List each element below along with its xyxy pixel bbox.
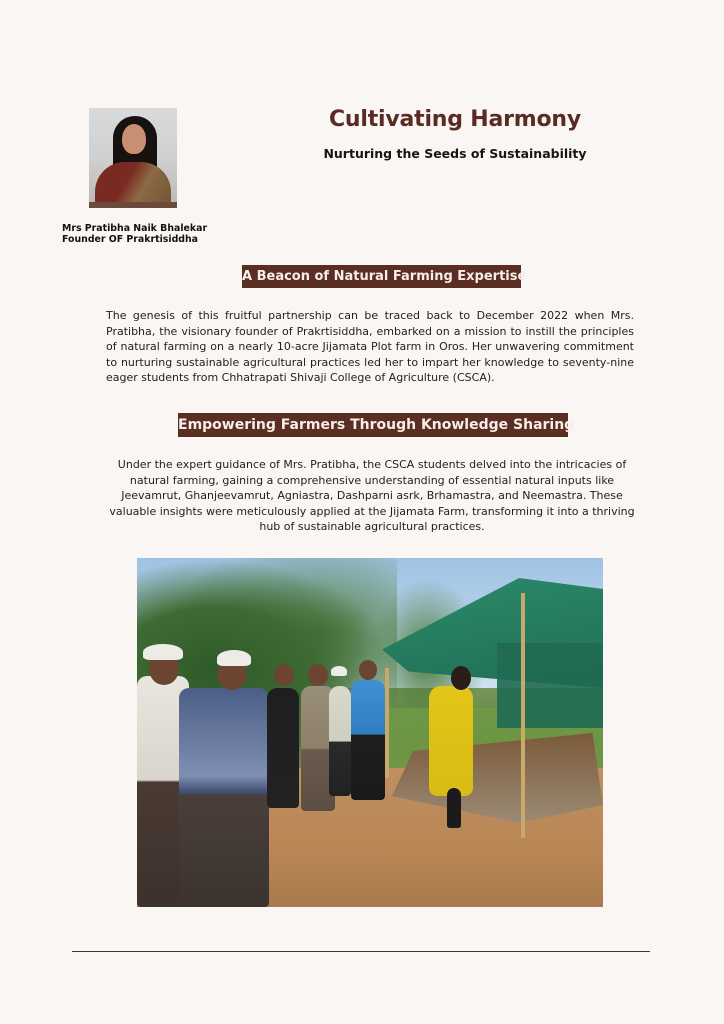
farm-training-photo <box>137 558 603 907</box>
photo-bamboo-pole <box>385 668 389 778</box>
page-title: Cultivating Harmony <box>328 107 582 132</box>
photo-cap <box>331 666 347 676</box>
photo-person <box>351 680 385 800</box>
page-subtitle: Nurturing the Seeds of Sustainability <box>323 146 587 161</box>
portrait-frame <box>89 202 177 208</box>
footer-divider <box>72 951 650 952</box>
section-heading-expertise: A Beacon of Natural Farming Expertise <box>242 265 521 288</box>
photo-tent-side <box>497 643 603 728</box>
founder-portrait <box>89 108 177 208</box>
photo-person <box>267 688 299 808</box>
photo-person <box>329 686 351 796</box>
photo-cap <box>143 644 183 660</box>
founder-name: Mrs Pratibha Naik Bhalekar <box>62 223 208 234</box>
photo-person-head <box>451 666 471 690</box>
section-body-knowledge-sharing: Under the expert guidance of Mrs. Pratibha, the CSCA students delved into the intricacies of natural farming, gaining a comprehensive understanding of essential natural inputs like Jeevamrut, Ghanjeevamrut, Agniastra, Dashparni asrk, Brhamastra, and Neemastra. These valuable insights were meticulously applied at the Jijamata Farm, transforming it into a thriving hub of sustainable agricultural practices. <box>109 458 635 533</box>
photo-person-head <box>274 664 294 686</box>
photo-bamboo-pole <box>521 593 525 838</box>
photo-person <box>179 688 269 907</box>
section-body-expertise: The genesis of this fruitful partnership can be traced back to December 2022 when Mrs. Pratibha, the visionary founder of Prakrtisiddha, embarked on a mission to instill the principles of natural farming on a nearly 10-acre Jijamata Plot farm in Oros. Her unwavering commitment to nurturing sustainable agricultural practices led her to impart her knowledge to seventy-nine eager students from Chhatrapati Shivaji College of Agriculture (CSCA). <box>106 309 634 384</box>
photo-person-woman <box>429 686 473 796</box>
founder-role: Founder OF Prakrtisiddha <box>62 234 198 245</box>
photo-cap <box>217 650 251 666</box>
photo-person-head <box>308 664 328 686</box>
photo-person-head <box>359 660 377 680</box>
section-heading-knowledge-sharing: Empowering Farmers Through Knowledge Sharing <box>178 413 568 437</box>
portrait-face <box>122 124 146 154</box>
photo-person-legs <box>447 788 461 828</box>
